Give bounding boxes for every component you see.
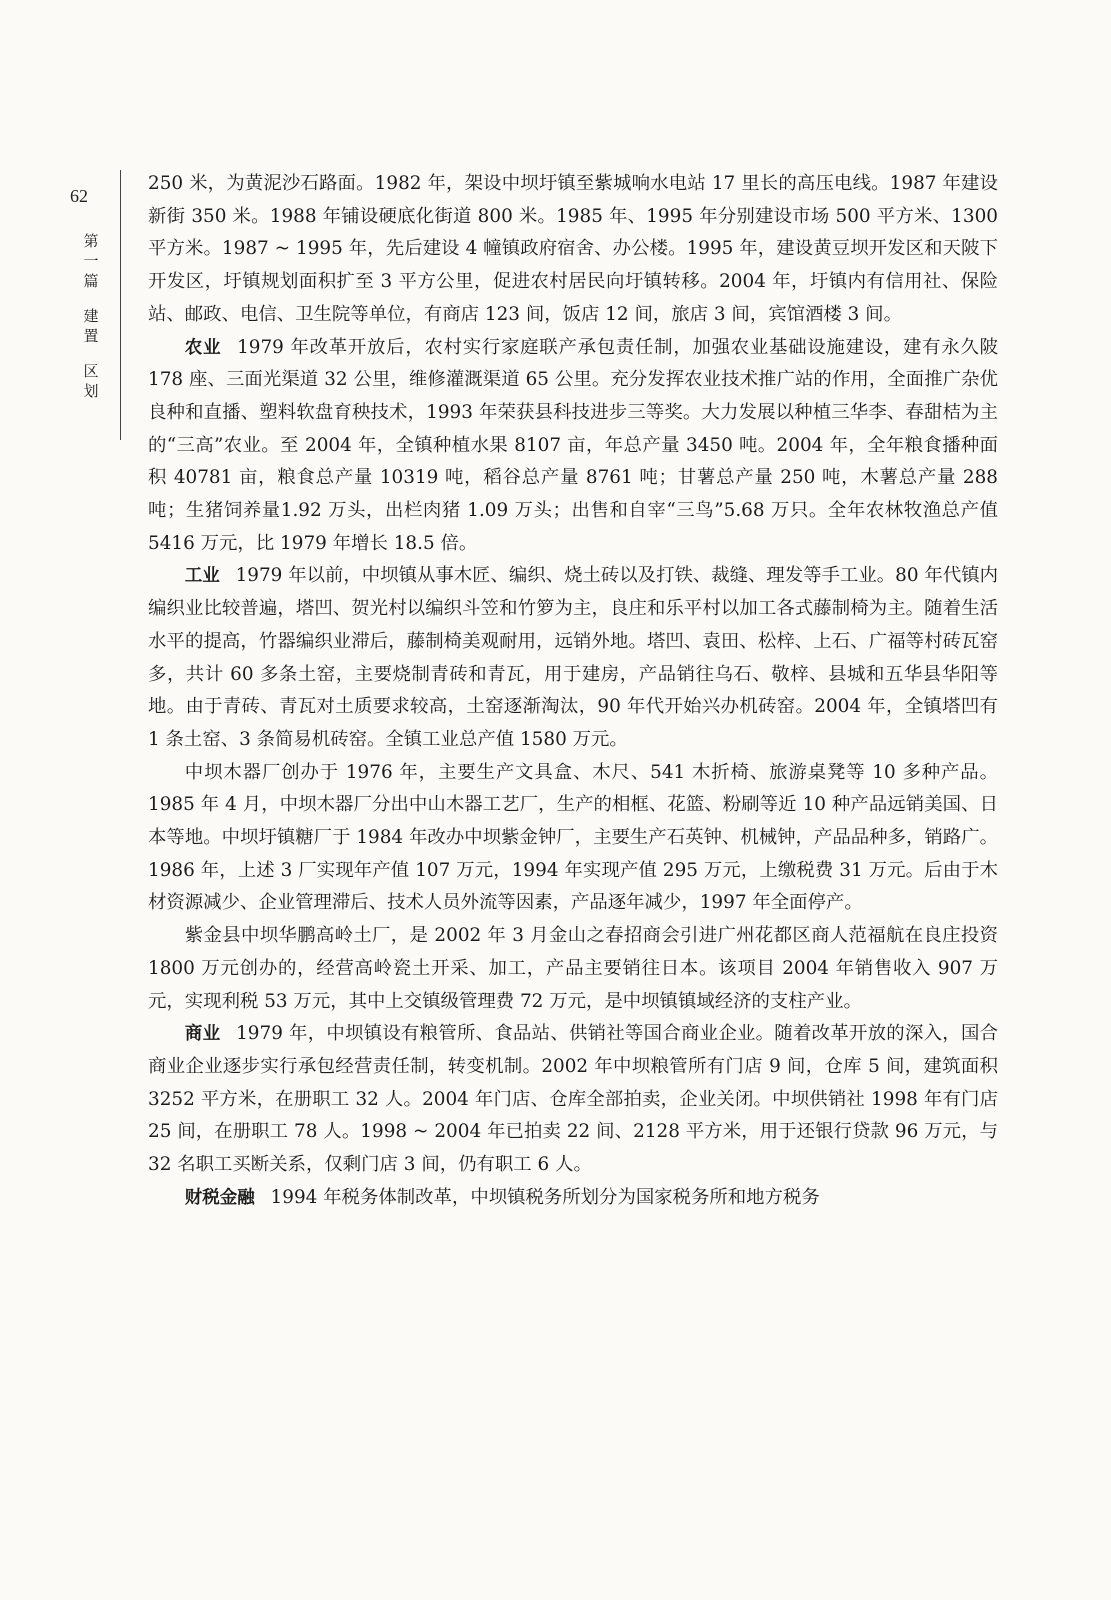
section-heading-industry: 工业 xyxy=(184,566,220,587)
page-number: 62 xyxy=(70,186,88,206)
margin-divider xyxy=(120,170,121,440)
running-header-char: 篇 xyxy=(83,272,99,290)
paragraph-text: 250 米，为黄泥沙石路面。1982 年，架设中坝圩镇至紫城响水电站 17 里长的高压电线。1987 年建设新街 350 米。1988 年铺设硬底化街道 800 米。1985 年、1995 年分别建设市场 500 平方米、1300 平方米。1987 ~ 1995 年，先后建设 4 幢镇政府宿舍、办公楼。1995 年，建设黄豆坝开发区和天陂下开发区，圩镇规划面积扩至 3 平方公里，促进农村居民向圩镇转移。2004 年，圩镇内有信用社、保险站、邮政、电信、卫生院等单位，有商店 123 间，饭店 12 间，旅店 3 间，宾馆酒楼 3 间。 xyxy=(148,173,998,325)
running-header-gap xyxy=(80,347,102,361)
paragraph-text: 中坝木器厂创办于 1976 年，主要生产文具盒、木尺、541 木折椅、旅游桌凳等 10 多种产品。1985 年 4 月，中坝木器厂分出中山木器工艺厂，生产的相框、花篮、粉刷等近 10 种产品远销美国、日本等地。中坝圩镇糖厂于 1984 年改办中坝紫金钟厂，主要生产石英钟、机械钟，产品品种多，销路广。1986 年，上述 3 厂实现年产值 107 万元，1994 年实现产值 295 万元，上缴税费 31 万元。后由于木材资源减少、企业管理滞后、技术人员外流等因素，产品逐年减少，1997 年全面停产。 xyxy=(148,761,998,914)
running-header-char: 划 xyxy=(83,382,99,400)
running-header-gap xyxy=(80,292,102,306)
paragraph-agriculture xyxy=(148,332,998,561)
paragraph-commerce xyxy=(148,1018,998,1182)
paragraph-text: 1979 年，中坝镇设有粮管所、食品站、供销社等国合商业企业。随着改革开放的深入，国合商业企业逐步实行承包经营责任制，转变机制。2002 年中坝粮管所有门店 9 间，仓库 5 间，建筑面积 3252 平方米，在册职工 32 人。2004 年门店、仓库全部拍卖，企业关闭。中坝供销社 1998 年有门店 25 间，在册职工 78 人。1998 ~ 2004 年已拍卖 22 间、2128 平方米，用于还银行贷款 96 万元，与 32 名职工买断关系，仅剩门店 3 间，仍有职工 6 人。 xyxy=(148,1023,999,1176)
paragraph-text: 1979 年以前，中坝镇从事木匠、编织、烧土砖以及打铁、裁缝、理发等手工业。80 年代镇内编织业比较普遍，塔凹、贺光村以编织斗笠和竹箩为主，良庄和乐平村以加工各式藤制椅为主。随着生活水平的提高，竹器编织业滞后，藤制椅美观耐用，远销外地。塔凹、袁田、松梓、上石、广福等村砖瓦窑多，共计 60 多条土窑，主要烧制青砖和青瓦，用于建房，产品销往乌石、敬梓、县城和五华县华阳等地。由于青砖、青瓦对土质要求较高，土窑逐渐淘汰，90 年代开始兴办机砖窑。2004 年，全镇塔凹有 1 条土窑、3 条简易机砖窑。全镇工业总产值 1580 万元。 xyxy=(148,565,999,750)
paragraph-kaolin-factory xyxy=(148,920,998,1018)
paragraph-town-construction xyxy=(148,168,998,332)
paragraph-text: 1979 年改革开放后，农村实行家庭联产承包责任制，加强农业基础设施建设，建有永久陂 178 座、三面光渠道 32 公里，维修灌溉渠道 65 公里。充分发挥农业技术推广站的作用，全面推广杂优良种和直播、塑料软盘育秧技术，1993 年荣获县科技进步三等奖。大力发展以种植三华李、春甜桔为主的“三高”农业。至 2004 年，全镇种植水果 8107 亩，年总产量 3450 吨。2004 年，全年粮食播种面积 40781 亩，粮食总产量 10319 吨，稻谷总产量 8761 吨；甘薯总产量 250 吨，木薯总产量 288 吨；生猪饲养量1.92 万头，出栏肉猪 1.09 万头；出售和自宰“三鸟”5.68 万只。全年农林牧渔总产值 5416 万元，比 1979 年增长 18.5 倍。 xyxy=(148,336,999,554)
running-header-char: 建 xyxy=(83,307,99,325)
running-header-vertical xyxy=(80,232,102,402)
paragraph-text: 1994 年税务体制改革，中坝镇税务所划分为国家税务所和地方税务 xyxy=(270,1186,820,1208)
paragraph-text: 紫金县中坝华鹏高岭土厂，是 2002 年 3 月金山之春招商会引进广州花都区商人范福航在良庄投资 1800 万元创办的，经营高岭瓷土开采、加工，产品主要销往日本。该项目 2004 年销售收入 907 万元，实现利税 53 万元，其中上交镇级管理费 72 万元，是中坝镇镇域经济的支柱产业。 xyxy=(148,925,998,1012)
paragraph-industry xyxy=(148,560,998,756)
section-heading-agriculture: 农业 xyxy=(184,337,222,358)
paragraph-wood-factory xyxy=(148,757,998,921)
section-heading-finance: 财税金融 xyxy=(184,1187,255,1208)
running-header-char: 第 xyxy=(83,232,99,250)
running-header-char: 区 xyxy=(83,362,99,380)
paragraph-finance xyxy=(148,1182,998,1215)
section-heading-commerce: 商业 xyxy=(184,1024,221,1045)
running-header-char: 置 xyxy=(83,327,99,345)
body-text xyxy=(148,168,998,1215)
running-header-char: 一 xyxy=(83,252,99,270)
